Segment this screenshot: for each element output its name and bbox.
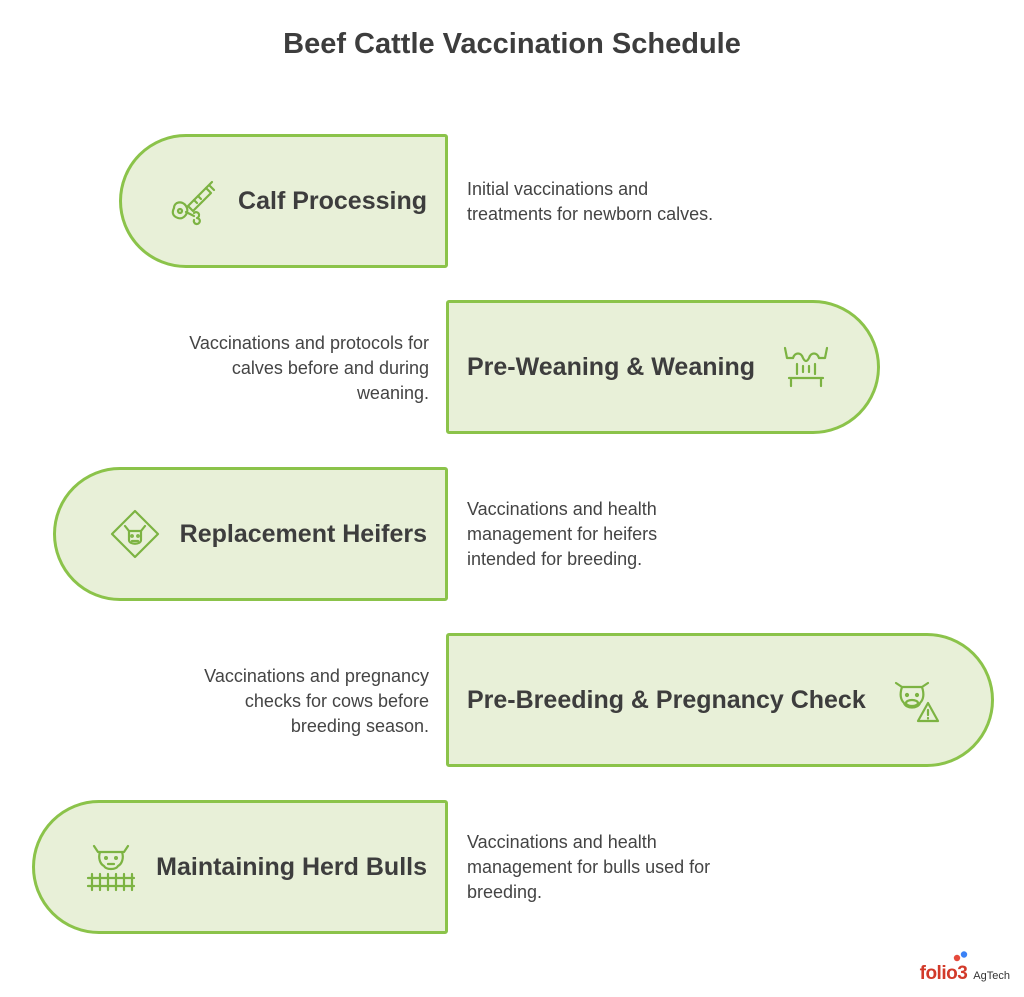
bull-fence-icon (86, 842, 136, 892)
step-label: Maintaining Herd Bulls (156, 852, 427, 881)
step-pre-weaning (446, 300, 880, 434)
step-description: Vaccinations and protocols for calves before and during weaning. (189, 333, 429, 403)
syringe-bone-icon (168, 176, 218, 226)
step-label: Pre-Breeding & Pregnancy Check (467, 685, 866, 714)
step-description: Vaccinations and health management for heifers intended for breeding. (467, 499, 658, 569)
cow-warning-icon (892, 675, 942, 725)
step-label: Pre-Weaning & Weaning (467, 352, 756, 381)
step-pre-breeding (446, 633, 994, 767)
logo-brand: folio3 (919, 963, 968, 984)
page-title: Beef Cattle Vaccination Schedule (283, 28, 741, 60)
cattle-feeder-icon (781, 342, 831, 392)
step-description: Vaccinations and pregnancy checks for cows before breeding season. (204, 666, 429, 736)
cow-diamond-sign-icon (110, 509, 160, 559)
step-description: Vaccinations and health management for bulls used for breeding. (467, 832, 711, 902)
folio3-logo (920, 963, 1010, 985)
step-herd-bulls (32, 800, 448, 934)
step-label: Calf Processing (238, 186, 427, 215)
step-label: Replacement Heifers (179, 519, 427, 548)
logo-sub: AgTech (973, 970, 1010, 982)
step-description: Initial vaccinations and treatments for newborn calves. (467, 179, 714, 224)
step-replacement-heifers (53, 467, 448, 601)
step-calf-processing (119, 134, 448, 268)
